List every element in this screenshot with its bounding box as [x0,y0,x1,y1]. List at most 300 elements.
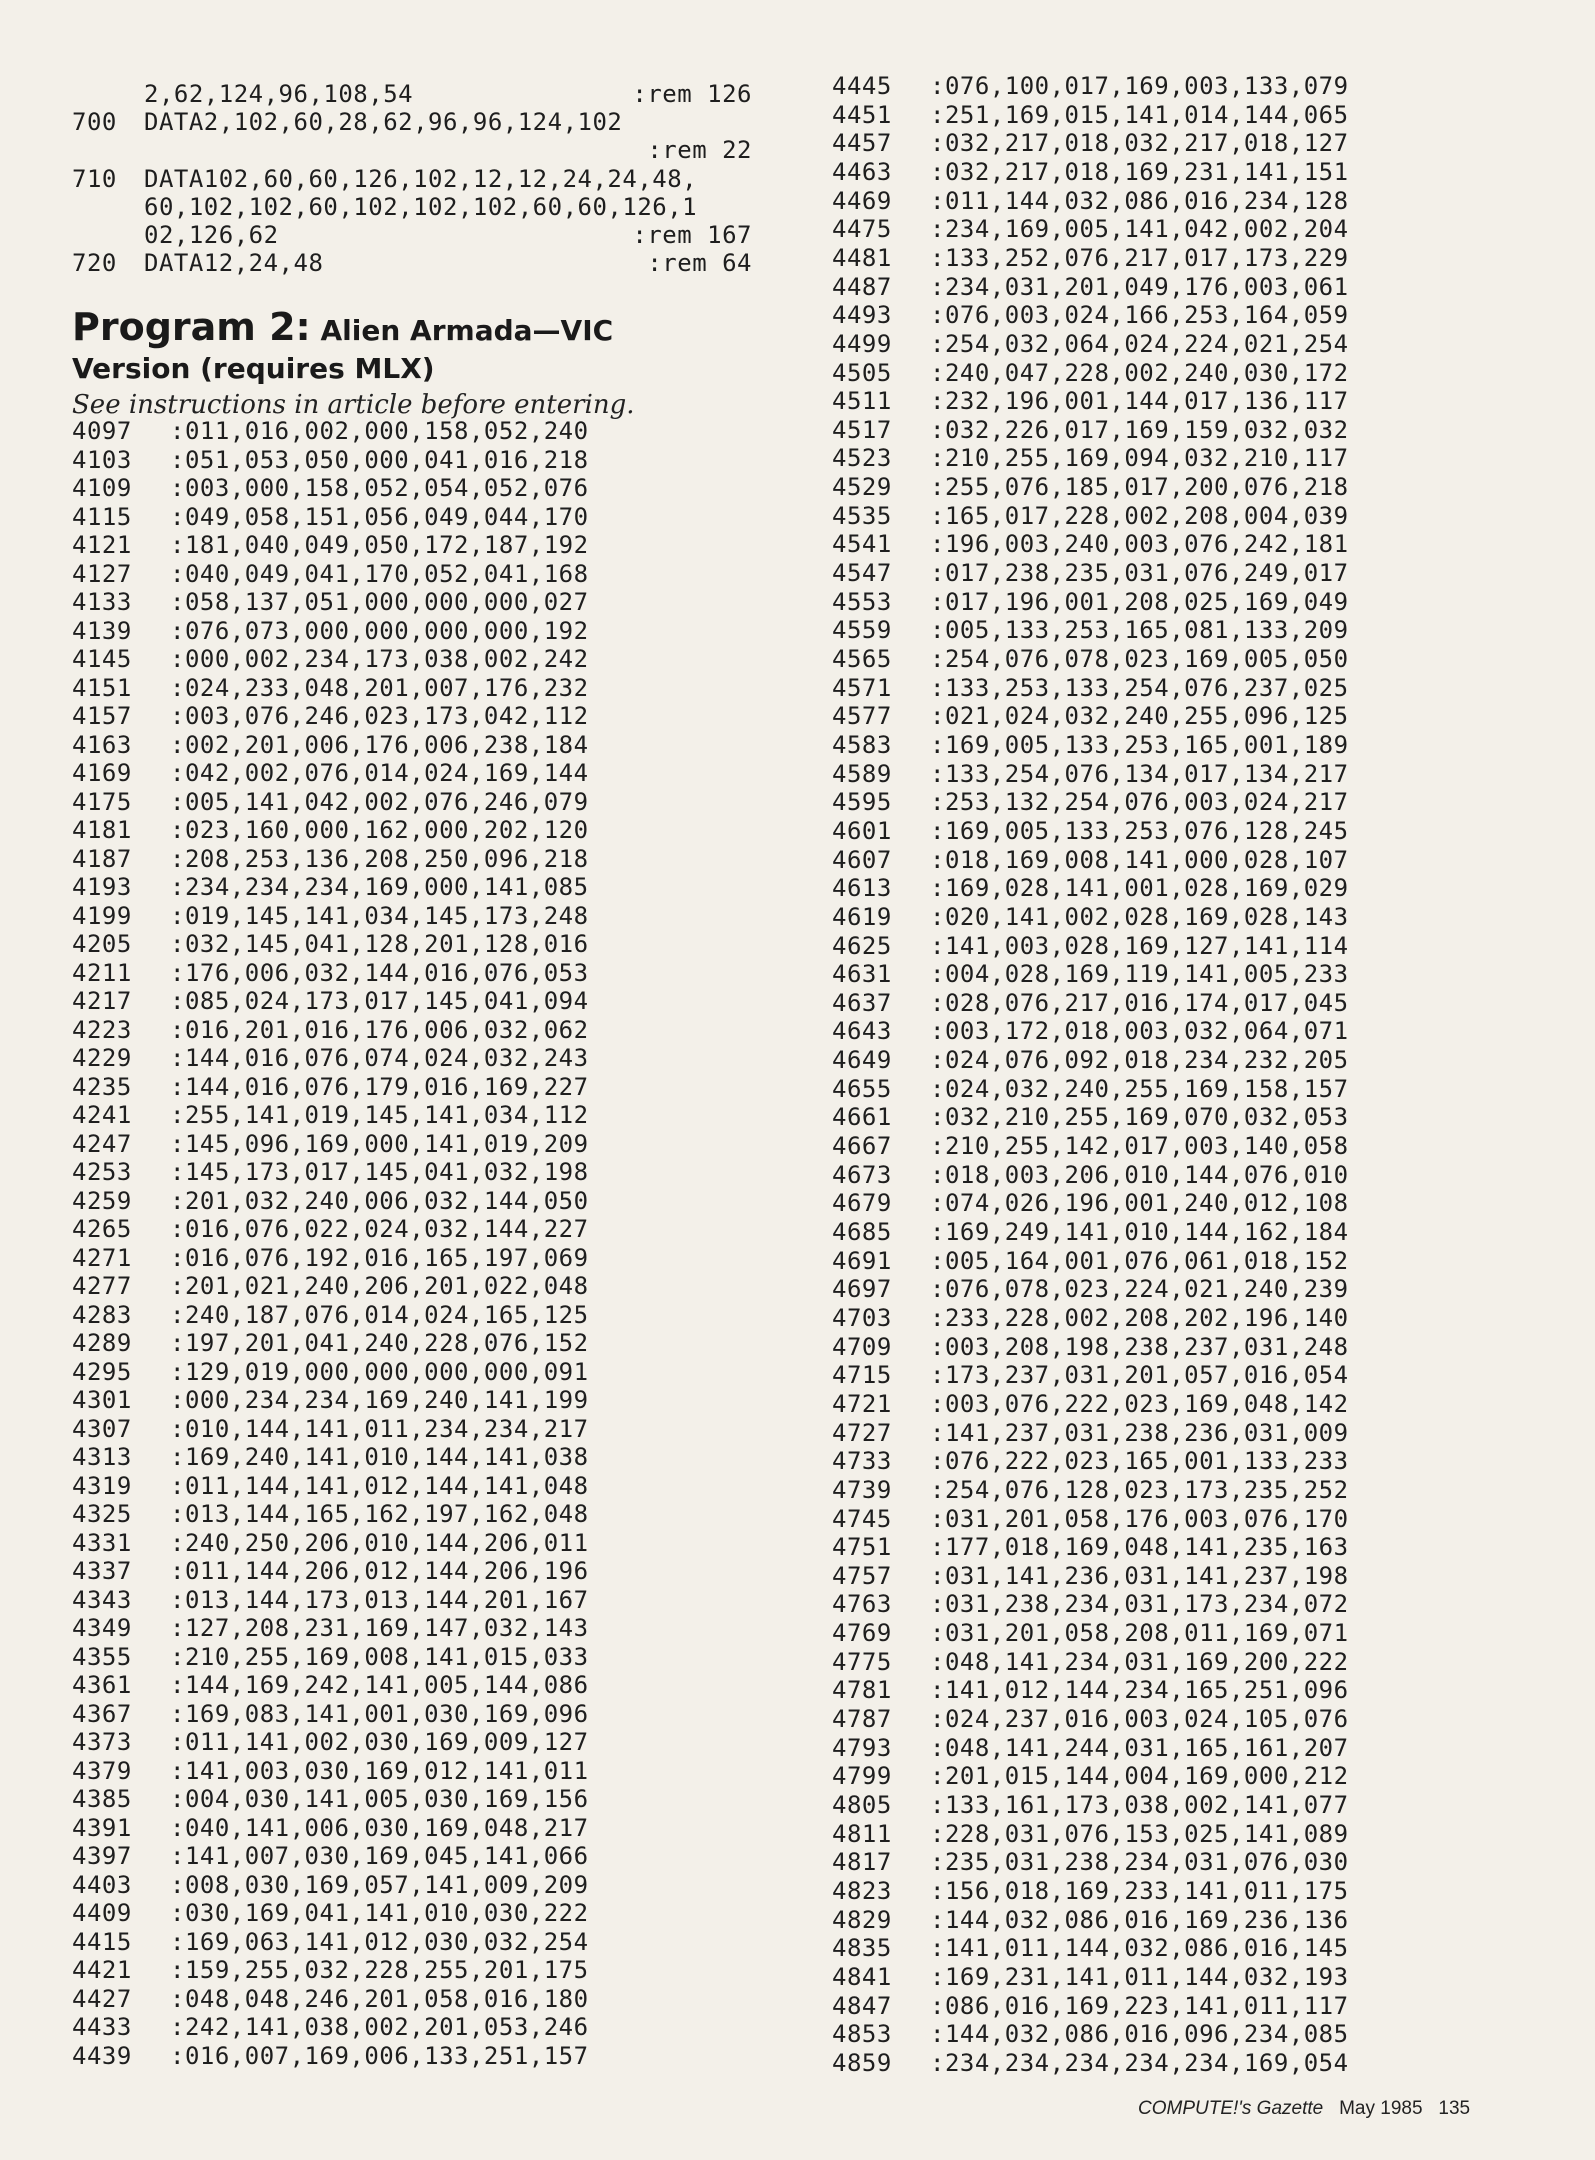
mlx-address: 4655 [832,1074,892,1103]
mlx-line [72,1614,589,1643]
basic-line-text: DATA102,60,60,126,102,12,12,24,24,48, [144,165,698,193]
mlx-line [832,1361,1349,1390]
mlx-line [832,1934,1349,1963]
mlx-line [832,1419,1349,1448]
mlx-line [72,474,589,503]
mlx-line [832,129,1349,158]
mlx-line [832,1333,1349,1362]
mlx-line [832,1161,1349,1190]
mlx-address: 4859 [832,2048,892,2077]
mlx-line [832,1017,1349,1046]
mlx-address: 4751 [832,1533,892,1562]
mlx-address: 4535 [832,501,892,530]
mlx-line [72,1187,589,1216]
mlx-data-bytes: :156,018,169,233,141,011,175 [930,1876,1349,1905]
mlx-line [832,1762,1349,1791]
mlx-line [72,1728,589,1757]
mlx-data-bytes: :253,132,254,076,003,024,217 [930,788,1349,817]
program-subtitle: Version (requires MLX) [72,352,435,385]
mlx-line [832,416,1349,445]
mlx-line [832,1676,1349,1705]
mlx-line [832,1590,1349,1619]
mlx-line [832,215,1349,244]
mlx-line [72,1643,589,1672]
mlx-line [72,1757,589,1786]
mlx-line [72,845,589,874]
mlx-address: 4517 [832,415,892,444]
basic-line-checksum: :rem 64 [647,249,752,277]
mlx-data-bytes: :017,196,001,208,025,169,049 [930,587,1349,616]
mlx-address: 4847 [832,1991,892,2020]
mlx-line [72,503,589,532]
mlx-line [832,1505,1349,1534]
mlx-data-bytes: :086,016,169,223,141,011,117 [930,1991,1349,2020]
mlx-data-bytes: :210,255,169,094,032,210,117 [930,444,1349,473]
basic-line [72,249,752,277]
mlx-data-bytes: :013,144,173,013,144,201,167 [170,1585,589,1614]
mlx-line [72,446,589,475]
mlx-line [72,674,589,703]
mlx-data-bytes: :048,141,244,031,165,161,207 [930,1733,1349,1762]
mlx-line [72,531,589,560]
mlx-line [72,1101,589,1130]
mlx-data-bytes: :002,201,006,176,006,238,184 [170,730,589,759]
mlx-line [72,1671,589,1700]
mlx-address: 4775 [832,1647,892,1676]
mlx-address: 4427 [72,1984,132,2013]
mlx-data-bytes: :232,196,001,144,017,136,117 [930,387,1349,416]
mlx-data-bytes: :240,047,228,002,240,030,172 [930,358,1349,387]
basic-line-checksum: :rem 126 [632,80,752,108]
mlx-address: 4319 [72,1471,132,1500]
basic-line-number: 700 [72,108,117,136]
mlx-address: 4631 [832,960,892,989]
mlx-data-bytes: :048,048,246,201,058,016,180 [170,1984,589,2013]
mlx-data-bytes: :003,076,246,023,173,042,112 [170,702,589,730]
mlx-address: 4739 [832,1475,892,1504]
mlx-address: 4625 [832,931,892,960]
mlx-data-bytes: :254,076,128,023,173,235,252 [930,1475,1349,1504]
mlx-address: 4403 [72,1870,132,1899]
mlx-address: 4259 [72,1186,132,1215]
mlx-data-bytes: :028,076,217,016,174,017,045 [930,988,1349,1017]
mlx-address: 4115 [72,502,132,531]
mlx-data-bytes: :076,100,017,169,003,133,079 [930,72,1349,100]
mlx-address: 4457 [832,129,892,158]
mlx-address: 4169 [72,759,132,787]
mlx-line [72,702,589,731]
mlx-address: 4097 [72,417,132,445]
mlx-address: 4763 [832,1590,892,1619]
mlx-data-bytes: :234,234,234,234,234,169,054 [930,2048,1349,2077]
mlx-line [72,1500,589,1529]
mlx-line [832,731,1349,760]
mlx-line [72,1158,589,1187]
mlx-line [832,2049,1349,2078]
mlx-line [72,1529,589,1558]
mlx-line [72,1329,589,1358]
mlx-data-bytes: :051,053,050,000,041,016,218 [170,445,589,474]
mlx-line [72,1073,589,1102]
mlx-data-bytes: :011,141,002,030,169,009,127 [170,1728,589,1756]
mlx-line [832,273,1349,302]
mlx-line [72,1415,589,1444]
basic-line [72,165,752,193]
mlx-address: 4487 [832,272,892,301]
mlx-address: 4511 [832,387,892,416]
mlx-line [832,559,1349,588]
mlx-address: 4481 [832,243,892,272]
mlx-data-bytes: :048,141,234,031,169,200,222 [930,1647,1349,1676]
mlx-line [832,1791,1349,1820]
mlx-data-bytes: :000,002,234,173,038,002,242 [170,645,589,673]
mlx-line [72,759,589,788]
mlx-line [72,1443,589,1472]
mlx-data-bytes: :085,024,173,017,145,041,094 [170,987,589,1015]
mlx-data-bytes: :210,255,142,017,003,140,058 [930,1132,1349,1161]
mlx-address: 4619 [832,902,892,931]
mlx-address: 4673 [832,1160,892,1189]
mlx-line [72,417,589,446]
mlx-data-bytes: :024,076,092,018,234,232,205 [930,1046,1349,1075]
mlx-line [832,72,1349,101]
mlx-data-bytes: :141,007,030,169,045,141,066 [170,1842,589,1870]
mlx-data-bytes: :169,083,141,001,030,169,096 [170,1699,589,1728]
mlx-address: 4733 [832,1447,892,1476]
mlx-line [832,960,1349,989]
basic-line [72,221,752,249]
mlx-address: 4133 [72,588,132,616]
mlx-line [72,788,589,817]
mlx-address: 4391 [72,1813,132,1842]
basic-line-checksum: :rem 167 [632,221,752,249]
mlx-address: 4691 [832,1246,892,1275]
mlx-data-bytes: :016,076,022,024,032,144,227 [170,1215,589,1243]
mlx-data-bytes: :076,073,000,000,000,000,192 [170,616,589,645]
mlx-line [832,1848,1349,1877]
mlx-address: 4613 [832,874,892,903]
mlx-address: 4301 [72,1386,132,1414]
mlx-data-bytes: :133,161,173,038,002,141,077 [930,1791,1349,1819]
mlx-line [832,1877,1349,1906]
mlx-line [72,1700,589,1729]
mlx-address: 4565 [832,645,892,673]
mlx-line [72,588,589,617]
mlx-line [832,903,1349,932]
mlx-data-bytes: :040,141,006,030,169,048,217 [170,1813,589,1842]
mlx-line [832,874,1349,903]
mlx-data-bytes: :228,031,076,153,025,141,089 [930,1819,1349,1848]
mlx-data-bytes: :144,032,086,016,169,236,136 [930,1905,1349,1934]
mlx-address: 4817 [832,1848,892,1877]
mlx-line [832,187,1349,216]
mlx-address: 4211 [72,958,132,987]
mlx-address: 4247 [72,1129,132,1158]
mlx-address: 4445 [832,72,892,100]
mlx-address: 4835 [832,1934,892,1963]
mlx-address: 4661 [832,1103,892,1132]
mlx-line [832,588,1349,617]
mlx-data-bytes: :254,076,078,023,169,005,050 [930,645,1349,673]
mlx-address: 4667 [832,1132,892,1161]
mlx-data-bytes: :173,237,031,201,057,016,054 [930,1361,1349,1390]
mlx-address: 4577 [832,702,892,731]
mlx-address: 4109 [72,474,132,502]
mlx-data-bytes: :024,233,048,201,007,176,232 [170,673,589,702]
mlx-address: 4805 [832,1791,892,1819]
mlx-data-bytes: :235,031,238,234,031,076,030 [930,1848,1349,1877]
mlx-address: 4697 [832,1275,892,1304]
mlx-address: 4793 [832,1733,892,1762]
mlx-address: 4397 [72,1842,132,1870]
mlx-address: 4703 [832,1303,892,1332]
mlx-data-bytes: :032,217,018,032,217,018,127 [930,129,1349,158]
mlx-address: 4373 [72,1728,132,1756]
mlx-address: 4157 [72,702,132,730]
mlx-line [72,1044,589,1073]
mlx-data-bytes: :165,017,228,002,208,004,039 [930,501,1349,530]
mlx-line [832,1103,1349,1132]
mlx-data-bytes: :201,015,144,004,169,000,212 [930,1762,1349,1791]
mlx-address: 4547 [832,559,892,588]
mlx-data-bytes: :133,253,133,254,076,237,025 [930,673,1349,702]
mlx-data-bytes: :141,003,030,169,012,141,011 [170,1756,589,1785]
mlx-address: 4385 [72,1785,132,1813]
basic-line-checksum: :rem 22 [647,136,752,164]
mlx-address: 4421 [72,1956,132,1984]
mlx-line [72,617,589,646]
mlx-line [832,444,1349,473]
mlx-data-bytes: :011,144,206,012,144,206,196 [170,1557,589,1585]
mlx-line [72,1016,589,1045]
mlx-address: 4361 [72,1671,132,1699]
mlx-data-bytes: :176,006,032,144,016,076,053 [170,958,589,987]
mlx-address: 4289 [72,1329,132,1357]
mlx-address: 4745 [832,1504,892,1533]
mlx-address: 4217 [72,987,132,1015]
mlx-address: 4451 [832,100,892,129]
mlx-data-bytes: :169,028,141,001,028,169,029 [930,874,1349,903]
mlx-line [72,873,589,902]
mlx-line [832,1218,1349,1247]
mlx-address: 4265 [72,1215,132,1243]
mlx-address: 4175 [72,787,132,816]
basic-line [72,136,752,164]
mlx-address: 4277 [72,1272,132,1300]
program-label: Program 2: [72,305,311,349]
mlx-address: 4721 [832,1389,892,1418]
mlx-data-bytes: :169,231,141,011,144,032,193 [930,1962,1349,1991]
mlx-line [72,731,589,760]
mlx-address: 4271 [72,1243,132,1272]
page-number: 135 [1438,2098,1471,2119]
mlx-address: 4757 [832,1561,892,1590]
mlx-address: 4595 [832,788,892,817]
mlx-data-bytes: :030,169,041,141,010,030,222 [170,1899,589,1927]
mlx-line [72,2013,589,2042]
mlx-line [832,502,1349,531]
mlx-data-bytes: :021,024,032,240,255,096,125 [930,702,1349,731]
mlx-line [72,560,589,589]
mlx-data-bytes: :210,255,169,008,141,015,033 [170,1642,589,1671]
mlx-address: 4643 [832,1017,892,1046]
mlx-data-bytes: :010,144,141,011,234,234,217 [170,1414,589,1443]
mlx-data-bytes: :169,240,141,010,144,141,038 [170,1443,589,1471]
mlx-data-bytes: :032,210,255,169,070,032,053 [930,1103,1349,1132]
mlx-data-bytes: :242,141,038,002,201,053,246 [170,2013,589,2041]
mlx-data-bytes: :169,249,141,010,144,162,184 [930,1218,1349,1246]
mlx-line [832,101,1349,130]
mlx-data-bytes: :177,018,169,048,141,235,163 [930,1533,1349,1562]
basic-line [72,108,752,136]
mlx-data-bytes: :141,237,031,238,236,031,009 [930,1418,1349,1447]
mlx-line [832,473,1349,502]
mlx-data-bytes: :031,201,058,208,011,169,071 [930,1619,1349,1648]
mlx-line [72,1244,589,1273]
mlx-address: 4205 [72,930,132,958]
mlx-line [72,645,589,674]
mlx-address: 4307 [72,1414,132,1443]
mlx-line [72,987,589,1016]
mlx-line [832,674,1349,703]
mlx-line [72,1928,589,1957]
mlx-address: 4241 [72,1101,132,1129]
mlx-address: 4337 [72,1557,132,1585]
mlx-address: 4841 [832,1962,892,1991]
mlx-line [72,2042,589,2071]
mlx-data-bytes: :031,238,234,031,173,234,072 [930,1590,1349,1619]
mlx-address: 4715 [832,1361,892,1390]
mlx-line [72,1358,589,1387]
mlx-address: 4415 [72,1927,132,1956]
mlx-data-bytes: :019,145,141,034,145,173,248 [170,901,589,930]
mlx-data-bytes: :141,011,144,032,086,016,145 [930,1934,1349,1963]
mlx-data-bytes: :008,030,169,057,141,009,209 [170,1870,589,1899]
instructions: See instructions in article before entering. [72,390,635,420]
mlx-data-bytes: :127,208,231,169,147,032,143 [170,1614,589,1642]
mlx-line [832,702,1349,731]
mlx-address: 4295 [72,1357,132,1386]
mlx-line [832,359,1349,388]
basic-line-number: 710 [72,165,117,193]
basic-line-text: DATA2,102,60,28,62,96,96,124,102 [144,108,623,136]
mlx-line [832,1075,1349,1104]
mlx-data-bytes: :032,226,017,169,159,032,032 [930,415,1349,444]
mlx-line [832,330,1349,359]
mlx-data-bytes: :141,003,028,169,127,141,114 [930,931,1349,960]
mlx-data-bytes: :003,172,018,003,032,064,071 [930,1017,1349,1046]
mlx-data-bytes: :169,063,141,012,030,032,254 [170,1927,589,1956]
mlx-line [832,387,1349,416]
mlx-line [832,817,1349,846]
mlx-address: 4499 [832,329,892,358]
mlx-line [72,1899,589,1928]
mlx-data-bytes: :005,164,001,076,061,018,152 [930,1246,1349,1275]
mlx-line [832,1247,1349,1276]
mlx-data-bytes: :004,030,141,005,030,169,156 [170,1785,589,1813]
mlx-data-bytes: :000,234,234,169,240,141,199 [170,1386,589,1414]
mlx-address: 4379 [72,1756,132,1785]
mlx-data-bytes: :032,145,041,128,201,128,016 [170,930,589,958]
mlx-line [832,1619,1349,1648]
mlx-address: 4181 [72,816,132,844]
mlx-address: 4679 [832,1189,892,1218]
mlx-line [832,1562,1349,1591]
mlx-line [72,1842,589,1871]
mlx-data-bytes: :255,076,185,017,200,076,218 [930,473,1349,502]
mlx-address: 4811 [832,1819,892,1848]
mlx-line [832,989,1349,1018]
mlx-address: 4343 [72,1585,132,1614]
mlx-line [72,959,589,988]
mlx-address: 4823 [832,1876,892,1905]
mlx-address: 4505 [832,358,892,387]
mlx-line [72,1215,589,1244]
mlx-line [832,1705,1349,1734]
mlx-line [832,530,1349,559]
mlx-address: 4589 [832,759,892,788]
mlx-data-bytes: :133,254,076,134,017,134,217 [930,759,1349,788]
mlx-data-bytes: :181,040,049,050,172,187,192 [170,531,589,559]
mlx-address: 4769 [832,1619,892,1648]
mlx-address: 4685 [832,1218,892,1246]
mlx-data-bytes: :016,076,192,016,165,197,069 [170,1243,589,1272]
mlx-address: 4463 [832,157,892,186]
mlx-data-bytes: :058,137,051,000,000,000,027 [170,588,589,616]
mlx-data-bytes: :016,201,016,176,006,032,062 [170,1015,589,1044]
mlx-address: 4331 [72,1528,132,1557]
mlx-data-bytes: :144,032,086,016,096,234,085 [930,2020,1349,2049]
mlx-address: 4151 [72,673,132,702]
mlx-data-bytes: :144,016,076,179,016,169,227 [170,1072,589,1101]
mlx-data-bytes: :145,096,169,000,141,019,209 [170,1129,589,1158]
mlx-data-bytes: :144,016,076,074,024,032,243 [170,1044,589,1072]
mlx-address: 4223 [72,1015,132,1044]
mlx-address: 4709 [832,1332,892,1361]
mlx-line [832,760,1349,789]
mlx-address: 4121 [72,531,132,559]
mlx-data-bytes: :240,250,206,010,144,206,011 [170,1528,589,1557]
mlx-line [72,816,589,845]
mlx-data-bytes: :129,019,000,000,000,000,091 [170,1357,589,1386]
mlx-address: 4607 [832,845,892,874]
mlx-data-bytes: :020,141,002,028,169,028,143 [930,902,1349,931]
mlx-address: 4781 [832,1676,892,1705]
mlx-data-bytes: :169,005,133,253,076,128,245 [930,816,1349,845]
mlx-line [832,1476,1349,1505]
mlx-data-bytes: :023,160,000,162,000,202,120 [170,816,589,844]
mlx-data-bytes: :049,058,151,056,049,044,170 [170,502,589,531]
mlx-address: 4355 [72,1642,132,1671]
mlx-line [832,1906,1349,1935]
mlx-data-bytes: :197,201,041,240,228,076,152 [170,1329,589,1357]
mlx-address: 4313 [72,1443,132,1471]
mlx-data-bytes: :201,032,240,006,032,144,050 [170,1186,589,1215]
mlx-address: 4649 [832,1046,892,1075]
mlx-data-bytes: :254,032,064,024,224,021,254 [930,329,1349,358]
mlx-address: 4229 [72,1044,132,1072]
basic-line-text: 02,126,62 [144,221,279,249]
mlx-line [832,1648,1349,1677]
mlx-data-bytes: :234,169,005,141,042,002,204 [930,215,1349,244]
mlx-address: 4139 [72,616,132,645]
mlx-address: 4553 [832,587,892,616]
mlx-line [832,1963,1349,1992]
mlx-data-bytes: :031,141,236,031,141,237,198 [930,1561,1349,1590]
page-footer [1138,2098,1470,2120]
mlx-line [832,645,1349,674]
mlx-address: 4637 [832,988,892,1017]
